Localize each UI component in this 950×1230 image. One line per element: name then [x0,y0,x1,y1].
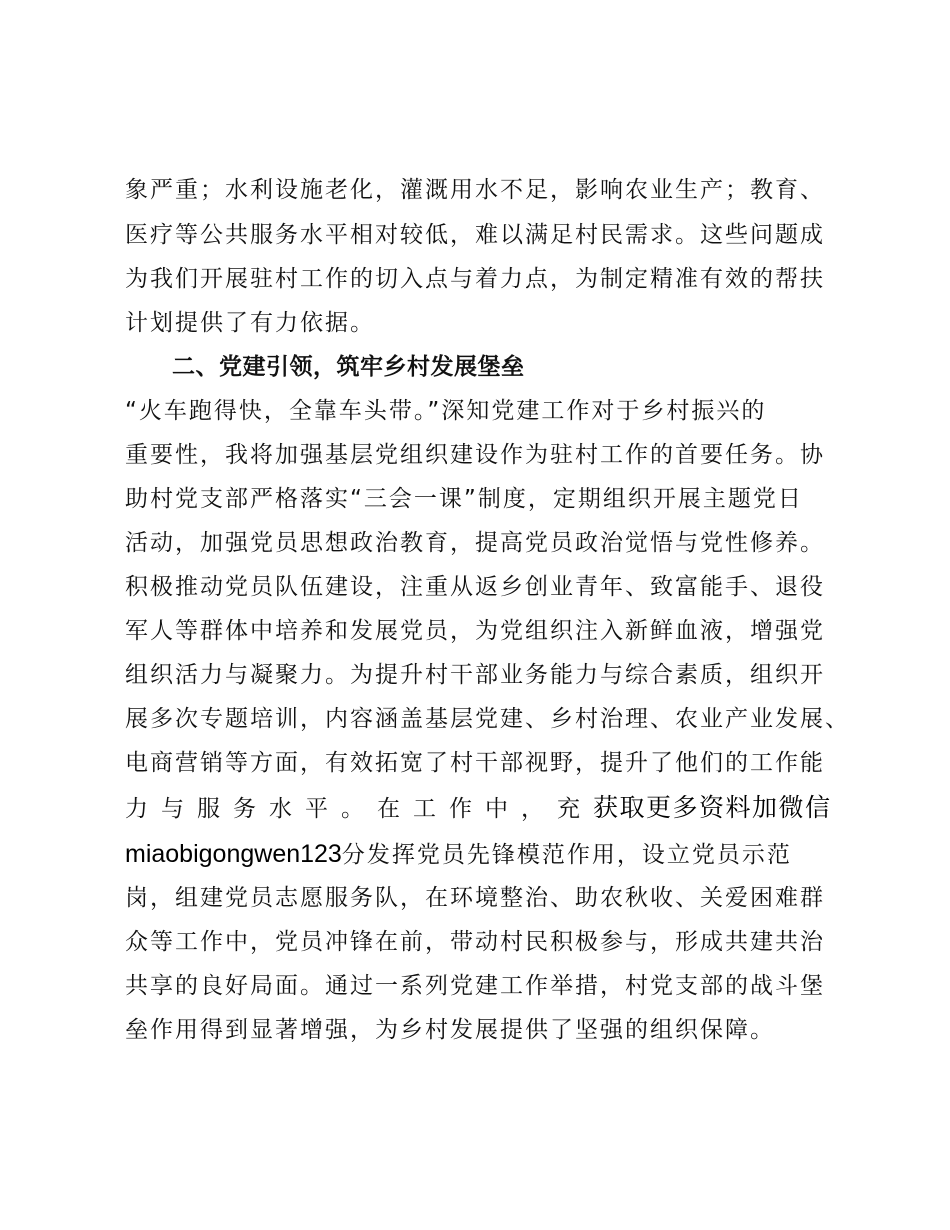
body-line: 象严重；水利设施老化，灌溉用水不足，影响农业生产；教育、 [125,177,825,203]
body-line: 军人等群体中培养和发展党员，为党组织注入新鲜血液，增强党 [125,618,825,644]
body-text: 分发挥党员先锋模范作用，设立党员示范 [341,842,792,868]
spread-text: 力与服务水平。在工作中，充 [125,796,593,822]
body-line: 计划提供了有力依据。 [125,310,375,336]
body-line: 组织活力与凝聚力。为提升村干部业务能力与综合素质，组织开 [125,662,825,688]
watermark-text: 获取更多资料加微信 [593,794,832,822]
section-heading: 二、党建引领，筑牢乡村发展堡垒 [172,354,525,380]
body-line: 展多次专题培训，内容涵盖基层党建、乡村治理、农业产业发展、 [125,706,850,732]
body-line-with-watermark [125,839,845,870]
body-line-with-watermark [125,793,845,824]
body-line: 共享的良好局面。通过一系列党建工作举措，村党支部的战斗堡 [125,973,825,999]
body-line: 重要性，我将加强基层党组织建设作为驻村工作的首要任务。协 [125,442,825,468]
body-line: “火车跑得快，全靠车头带。”深知党建工作对于乡村振兴的 [125,398,767,424]
watermark-id: miaobigongwen123 [125,840,342,868]
body-line: 垒作用得到显著增强，为乡村发展提供了坚强的组织保障。 [125,1017,775,1043]
body-line: 医疗等公共服务水平相对较低，难以满足村民需求。这些问题成 [125,222,825,248]
body-line: 为我们开展驻村工作的切入点与着力点，为制定精准有效的帮扶 [125,266,825,292]
body-line: 积极推动党员队伍建设，注重从返乡创业青年、致富能手、退役 [125,574,825,600]
body-line: 岗，组建党员志愿服务队，在环境整治、助农秋收、关爱困难群 [125,885,825,911]
body-line: 众等工作中，党员冲锋在前，带动村民积极参与，形成共建共治 [125,929,825,955]
body-line: 电商营销等方面，有效拓宽了村干部视野，提升了他们的工作能 [125,750,825,776]
body-line: 活动，加强党员思想政治教育，提高党员政治觉悟与党性修养。 [125,530,825,556]
body-line: 助村党支部严格落实“三会一课”制度，定期组织开展主题党日 [125,486,803,512]
